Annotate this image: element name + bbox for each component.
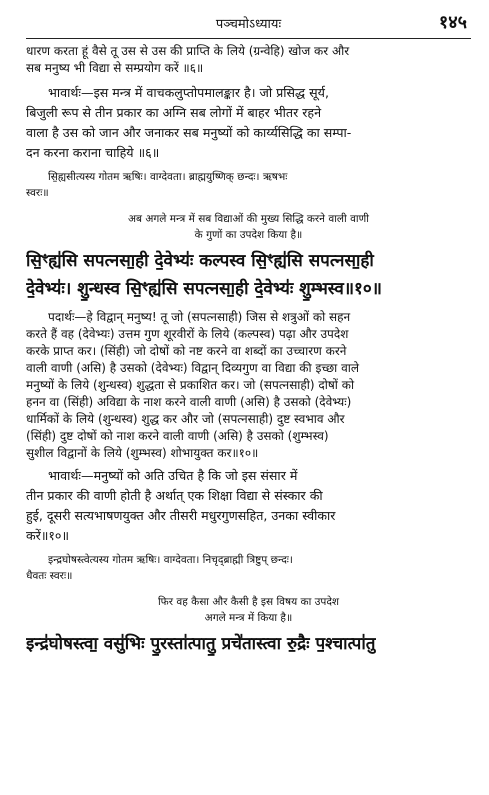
chapter-title: पञ्चमोऽध्यायः — [215, 17, 282, 32]
text-line: इन्द्रघोषस्त्वेत्यस्य गोतम ऋषिः। वाग्देवता। निचृद्ब्राह्मी त्रिष्टुप् छन्दः। — [48, 554, 293, 566]
text-line: अब अगले मन्त्र में सब विद्याओं की मुख्य सिद्धि करने वाली वाणी — [128, 213, 369, 225]
text-line: करें॥१०॥ — [26, 528, 70, 543]
text-line: वाली वाणी (असि) है उसको (देवेभ्यः) विद्वान् दिव्यगुण वा विद्या की इच्छा वाले — [26, 361, 360, 375]
mantra-line: सि॒ꣳह्य॑सि सपत्नसा॒ही दे॒वेभ्यः॑ कल्पस्व सि॒ꣳह्य॑सि सपत्नसा॒ही — [26, 251, 374, 271]
intro-11 — [26, 594, 471, 626]
text-line: धारण करता हूं वैसे तू उस से उस की प्राप्ति के लिये (ग्रन्वेहि) खोज कर और — [26, 44, 350, 58]
text-line: मनुष्यों के लिये (शुन्धस्व) शुद्धता से प्रकाशित कर। जो (सपत्नसाही) दोषों को — [26, 378, 355, 392]
text-line: सब मनुष्य भी विद्या से सम्प्रयोग करें ॥६॥ — [26, 61, 204, 75]
text-line: पदार्थः—हे विद्वान् मनुष्य! तू जो (सपत्नसाही) जिस से शत्रुओं को सहन — [48, 310, 351, 324]
text-line: भावार्थः—मनुष्यों को अति उचित है कि जो इस संसार में — [48, 468, 298, 483]
text-line: बिजुली रूप से तीन प्रकार का अग्नि सब लोगों में बाहर भीतर रहने — [26, 105, 322, 120]
bhavartha-10 — [26, 466, 471, 546]
text-line: हनन वा (सिंही) अविद्या के नाश करने वाली वाणी (असि) है उसको (देवेभ्यः) — [26, 395, 352, 409]
mantra-line: इन्द्र॑घोषस्त्वा॒ वसु॑भिः पु॒रस्ता॑त्पातु॒ प्रचे॑तास्त्वा रु॒द्रैः प॒श्चात्पा॑तु — [26, 634, 376, 654]
text-line: सुशील विद्वानों के लिये (शुम्भस्व) शोभायुक्त कर॥१०॥ — [26, 446, 259, 460]
padartha-10 — [26, 309, 471, 462]
text-line: भावार्थः—इस मन्त्र में वाचकलुप्तोपमालङ्कार है। जो प्रसिद्ध सूर्य, — [48, 85, 329, 100]
rishi-line-9 — [26, 169, 471, 201]
text-line: दन करना कराना चाहिये ॥६॥ — [26, 145, 160, 160]
text-line: के गुणों का उपदेश किया है॥ — [194, 229, 303, 241]
text-line: (सिंही) दुष्ट दोषों को नाश करने वाली वाणी (असि) है उसको (शुम्भस्व) — [26, 429, 329, 443]
text-line: हुई, दूसरी सत्यभाषणयुक्त और तीसरी मधुरगुणसहित, उनका स्वीकार — [26, 508, 336, 523]
text-line: स्वरः॥ — [26, 187, 49, 199]
text-line: वाला है उस को जान और जनाकर सब मनुष्यों को कार्य्यसिद्धि का सम्पा- — [26, 125, 352, 140]
mantra-10 — [26, 247, 471, 303]
text-line: तीन प्रकार की वाणी होती है अर्थात् एक शिक्षा विद्या से संस्कार की — [26, 488, 323, 503]
bhavartha-9 — [26, 83, 471, 163]
text-line: सि॒ह्यसीत्यस्य गोतम ऋषिः। वाग्देवता। ब्राह्मयुष्णिक् छन्दः। ऋषभः — [48, 171, 288, 183]
text-line: करके प्राप्त कर। (सिंही) जो दोषों को नष्ट करने वा शब्दों का उच्चारण करने — [26, 344, 347, 358]
text-line: फिर वह कैसा और कैसी है इस विषय का उपदेश — [157, 596, 340, 608]
mantra-11 — [26, 630, 471, 658]
page-number: १४५ — [438, 12, 467, 33]
intro-10 — [26, 211, 471, 243]
mantra-line: दे॒वेभ्यः॑। शु॒न्धस्व सि॒ꣳह्य॑सि सपत्नसा॒ही दे॒वेभ्यः॑ शु॒म्भस्व॥१०॥ — [26, 279, 382, 299]
text-line: धैवतः स्वरः॥ — [26, 570, 73, 582]
text-line: धार्मिकों के लिये (शुन्धस्व) शुद्ध कर और जो (सपत्नसाही) दुष्ट स्वभाव और — [26, 412, 345, 426]
text-line: अगले मन्त्र में किया है॥ — [204, 612, 293, 624]
rishi-line-11 — [26, 552, 471, 584]
text-line: करते हैं वह (देवेभ्यः) उत्तम गुण शूरवीरों के लिये (कल्पस्व) पढ़ा और उपदेश — [26, 327, 349, 341]
continuation-paragraph — [26, 43, 471, 77]
page-header — [26, 10, 471, 39]
